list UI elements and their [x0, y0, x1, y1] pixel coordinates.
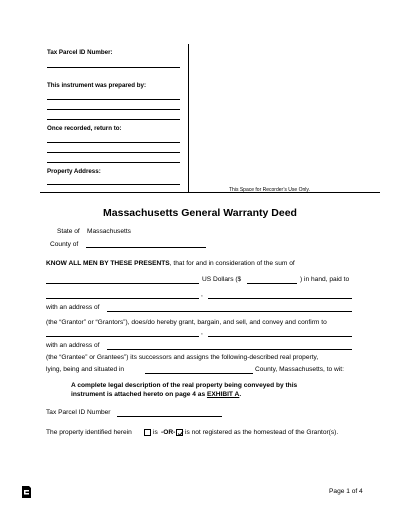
property-address-label: Property Address:	[47, 168, 101, 175]
grantee-name-field-2[interactable]	[208, 336, 352, 337]
us-dollars-label: US Dollars ($	[202, 276, 242, 283]
consideration-words-field[interactable]	[46, 283, 199, 284]
recorder-divider	[188, 44, 189, 192]
grantor-name-field-2[interactable]	[208, 298, 352, 299]
tax-parcel-field[interactable]	[47, 67, 180, 68]
grantee-address-field[interactable]	[107, 349, 352, 350]
property-address-field[interactable]	[47, 184, 180, 185]
legal-description-text: instrument is attached hereto on page 4 as	[71, 391, 206, 398]
grantor-address-field[interactable]	[107, 311, 352, 312]
grantee-comma: ,	[201, 329, 203, 336]
prepared-by-line-1[interactable]	[47, 99, 180, 100]
kamb-rest: , that for and in consideration of the sum of	[169, 260, 295, 267]
homestead-prefix: The property identified herein	[46, 429, 132, 436]
tax-parcel-body-field[interactable]	[117, 416, 222, 417]
checkmark-icon	[177, 430, 184, 437]
return-to-line-1[interactable]	[47, 142, 180, 143]
lying-label: lying, being and situated in	[46, 366, 125, 373]
county-to-wit: County, Massachusetts, to wit:	[255, 366, 344, 373]
legal-description-line-1: A complete legal description of the real property being conveyed by this	[71, 382, 298, 389]
homestead-is-not-checkbox[interactable]	[176, 429, 183, 436]
state-label: State of	[57, 228, 80, 235]
kamb-bold: KNOW ALL MEN BY THESE PRESENTS	[46, 260, 170, 267]
tax-parcel-label: Tax Parcel ID Number:	[47, 49, 113, 56]
prepared-by-line-3[interactable]	[47, 119, 180, 120]
county-label: County of	[50, 241, 79, 248]
legal-description-period: .	[239, 391, 242, 398]
homestead-or: -OR-	[161, 429, 176, 436]
eforms-logo-icon	[20, 485, 33, 499]
homestead-is-checkbox[interactable]	[144, 429, 151, 436]
recorder-bottom-rule	[40, 192, 380, 193]
homestead-is: is	[153, 429, 158, 436]
document-title: Massachusetts General Warranty Deed	[103, 207, 297, 219]
return-to-label: Once recorded, return to:	[47, 125, 122, 132]
state-value: Massachusetts	[87, 228, 131, 235]
grantor-address-label: with an address of	[46, 304, 100, 311]
prepared-by-label: This instrument was prepared by:	[47, 82, 147, 89]
grantor-clause: (the “Grantor” or “Grantors”), does/do hereby grant, bargain, and sell, and convey and confirm to	[46, 319, 327, 326]
county-field[interactable]	[86, 247, 206, 248]
return-to-line-3[interactable]	[47, 162, 180, 163]
grantor-name-field[interactable]	[46, 298, 199, 299]
prepared-by-line-2[interactable]	[47, 109, 180, 110]
grantee-address-label: with an address of	[46, 342, 100, 349]
recorders-use-note: This Space for Recorder’s Use Only.	[229, 187, 310, 193]
grantee-clause: (the “Grantee” or Grantees”) its successors and assigns the following-described real property,	[46, 354, 319, 361]
page-number: Page 1 of 4	[329, 488, 363, 495]
homestead-suffix: is not registered as the homestead of the Grantor(s).	[185, 429, 339, 436]
county-situated-field[interactable]	[145, 373, 253, 374]
exhibit-a-reference: EXHIBIT A	[206, 391, 240, 398]
consideration-amount-field[interactable]	[247, 283, 297, 284]
grantor-comma: ,	[201, 291, 203, 298]
kamb-paragraph	[46, 259, 295, 268]
tax-parcel-body-label: Tax Parcel ID Number	[46, 409, 111, 416]
legal-description-line-2	[71, 390, 241, 399]
in-hand-label: ) in hand, paid to	[300, 276, 350, 283]
return-to-line-2[interactable]	[47, 152, 180, 153]
grantee-name-field[interactable]	[46, 336, 199, 337]
